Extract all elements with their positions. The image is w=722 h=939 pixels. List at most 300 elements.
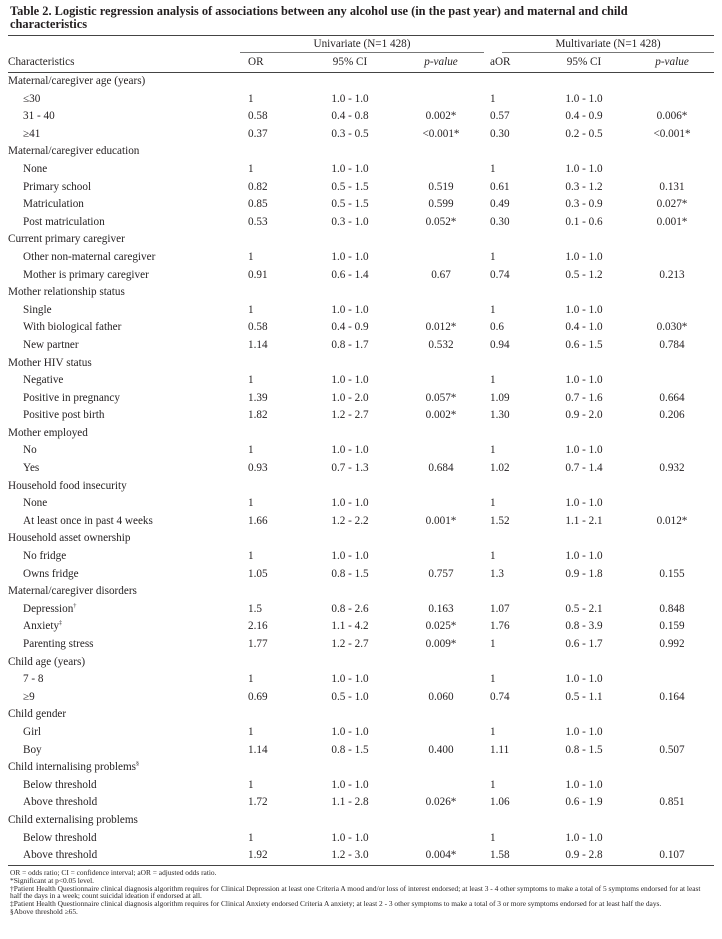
row-label: With biological father xyxy=(23,321,122,334)
table-row xyxy=(8,794,714,812)
cell-ci-multivariate: 1.0 - 1.0 xyxy=(565,725,603,738)
cell-p-univariate: 0.025* xyxy=(425,620,457,633)
cell-aor: 1 xyxy=(490,444,496,457)
row-label: Boy xyxy=(23,743,42,756)
table-row xyxy=(8,390,714,408)
cell-ci-univariate: 0.3 - 0.5 xyxy=(331,127,369,140)
cell-p-multivariate: 0.851 xyxy=(659,796,685,809)
group-header-row xyxy=(8,284,714,302)
cell-ci-univariate: 1.0 - 1.0 xyxy=(331,162,369,175)
cell-p-multivariate: 0.164 xyxy=(659,690,685,703)
cell-aor: 0.74 xyxy=(490,690,510,703)
cell-ci-univariate: 1.0 - 1.0 xyxy=(331,92,369,105)
group-label: Mother employed xyxy=(8,426,88,439)
cell-p-multivariate xyxy=(630,249,714,267)
cell-aor: 0.30 xyxy=(490,215,510,228)
col-or: OR xyxy=(240,53,302,73)
cell-aor: 1 xyxy=(490,673,496,686)
table-row xyxy=(8,636,714,654)
cell-p-multivariate: 0.107 xyxy=(630,847,714,865)
col-ci-univariate: 95% CI xyxy=(302,53,398,73)
cell-aor: 1 xyxy=(490,374,496,387)
cell-aor: 1 xyxy=(490,250,496,263)
cell-or: 1.77 xyxy=(248,638,268,650)
cell-or: 0.69 xyxy=(248,690,268,703)
regression-table xyxy=(8,35,714,866)
row-label: Anxiety‡ xyxy=(23,620,63,633)
cell-ci-univariate: 1.1 - 2.8 xyxy=(331,796,369,809)
cell-ci-multivariate: 0.3 - 0.9 xyxy=(565,198,603,211)
cell-ci-univariate: 1.0 - 1.0 xyxy=(331,250,369,263)
table-row xyxy=(8,196,714,214)
row-label: Positive in pregnancy xyxy=(23,391,120,404)
cell-aor: 1 xyxy=(490,162,496,175)
cell-aor: 0.6 xyxy=(490,321,504,334)
cell-p-univariate xyxy=(398,372,484,390)
footnote-line: †Patient Health Questionnaire clinical diagnosis algorithm requires for Clinical Depression at least one Criteria A mood and/or loss of interest endorsed; at least 3 - 4 other symptoms to make a total of 5 symptoms endorsed for at least half the days in a week; count suicidal ideation if endorsed at all. xyxy=(10,883,701,901)
cell-p-univariate: 0.001* xyxy=(425,514,457,527)
group-header-row xyxy=(8,530,714,548)
group-label: Child gender xyxy=(8,708,67,721)
col-characteristics: Characteristics xyxy=(8,53,240,73)
table-row xyxy=(8,566,714,584)
group-label: Child internalising problems§ xyxy=(8,761,140,774)
univariate-header: Univariate (N=1 428) xyxy=(240,36,484,54)
cell-p-univariate: 0.009* xyxy=(425,638,457,650)
cell-p-univariate xyxy=(398,548,484,566)
cell-ci-univariate: 0.8 - 2.6 xyxy=(331,602,369,615)
cell-or: 1 xyxy=(248,497,254,510)
cell-ci-univariate: 0.4 - 0.9 xyxy=(331,321,369,334)
row-label: 31 - 40 xyxy=(23,110,55,123)
cell-ci-multivariate: 1.0 - 1.0 xyxy=(565,92,603,105)
cell-ci-univariate: 1.0 - 1.0 xyxy=(331,444,369,457)
cell-p-multivariate: 0.213 xyxy=(659,268,685,281)
cell-p-multivariate xyxy=(630,91,714,109)
cell-ci-multivariate: 1.1 - 2.1 xyxy=(565,514,603,527)
cell-aor: 1 xyxy=(490,638,496,650)
group-label: Maternal/caregiver disorders xyxy=(8,585,137,598)
cell-aor: 1.02 xyxy=(490,462,510,475)
row-label: Parenting stress xyxy=(23,638,94,650)
cell-ci-multivariate: 0.9 - 1.8 xyxy=(565,567,603,580)
cell-or: 1 xyxy=(248,550,254,563)
cell-or: 1.39 xyxy=(248,391,268,404)
cell-p-univariate xyxy=(398,442,484,460)
cell-or: 0.91 xyxy=(248,268,268,281)
table-row xyxy=(8,618,714,636)
cell-aor: 1.76 xyxy=(490,620,510,633)
cell-ci-multivariate: 0.3 - 1.2 xyxy=(565,180,603,193)
cell-p-univariate xyxy=(398,302,484,320)
cell-or: 0.58 xyxy=(248,110,268,123)
cell-p-univariate: 0.757 xyxy=(428,567,454,580)
cell-aor: 1 xyxy=(490,303,496,316)
cell-ci-univariate: 0.8 - 1.5 xyxy=(331,743,369,756)
cell-or: 1 xyxy=(248,725,254,738)
header-group-row xyxy=(8,36,714,54)
row-label: Above threshold xyxy=(23,796,98,809)
col-ci-multivariate: 95% CI xyxy=(538,53,630,73)
table-row xyxy=(8,214,714,232)
row-label: None xyxy=(23,162,48,175)
group-label: Maternal/caregiver age (years) xyxy=(8,75,146,87)
cell-p-multivariate: 0.012* xyxy=(656,514,688,527)
row-label: New partner xyxy=(23,338,79,351)
cell-aor: 0.30 xyxy=(490,127,510,140)
table-row xyxy=(8,337,714,355)
table-row xyxy=(8,548,714,566)
table-row xyxy=(8,742,714,760)
cell-p-univariate: 0.004* xyxy=(398,847,484,865)
row-label: Negative xyxy=(23,374,64,387)
row-label: Positive post birth xyxy=(23,409,105,422)
cell-aor: 1 xyxy=(490,778,496,791)
table-row xyxy=(8,267,714,285)
cell-p-multivariate: 0.992 xyxy=(659,638,685,650)
cell-aor: 0.61 xyxy=(490,180,510,193)
table-row xyxy=(8,442,714,460)
cell-p-univariate xyxy=(398,671,484,689)
cell-p-multivariate: 0.507 xyxy=(659,743,685,756)
cell-ci-univariate: 1.1 - 4.2 xyxy=(331,620,369,633)
table-row xyxy=(8,161,714,179)
group-header-row xyxy=(8,759,714,777)
cell-ci-multivariate: 0.8 - 1.5 xyxy=(565,743,603,756)
cell-or: 0.53 xyxy=(248,215,268,228)
cell-ci-univariate: 1.0 - 2.0 xyxy=(331,391,369,404)
cell-ci-multivariate: 0.4 - 0.9 xyxy=(565,110,603,123)
cell-ci-univariate: 1.0 - 1.0 xyxy=(331,673,369,686)
group-header-row xyxy=(8,425,714,443)
row-label: Single xyxy=(23,303,52,316)
cell-aor: 0.49 xyxy=(490,198,510,211)
cell-ci-multivariate: 0.6 - 1.7 xyxy=(565,638,603,650)
cell-p-multivariate: 0.155 xyxy=(659,567,685,580)
row-label: 7 - 8 xyxy=(23,673,44,686)
cell-aor: 1 xyxy=(490,831,496,844)
table-row xyxy=(8,179,714,197)
footnote-line: §Above threshold ≥65. xyxy=(10,907,78,917)
row-label: Mother is primary caregiver xyxy=(23,268,149,281)
cell-ci-multivariate: 0.5 - 1.2 xyxy=(565,268,603,281)
row-label: No fridge xyxy=(23,550,67,563)
cell-ci-multivariate: 0.6 - 1.5 xyxy=(565,338,603,351)
cell-ci-univariate: 1.2 - 2.2 xyxy=(331,514,369,527)
group-label: Household food insecurity xyxy=(8,479,127,492)
cell-aor: 1.52 xyxy=(490,514,510,527)
row-label: At least once in past 4 weeks xyxy=(23,514,153,527)
cell-ci-multivariate: 0.9 - 2.0 xyxy=(565,409,603,422)
cell-or: 1 xyxy=(248,831,254,844)
footnotes xyxy=(8,869,710,916)
cell-p-univariate: <0.001* xyxy=(422,127,460,140)
table-row xyxy=(8,513,714,531)
cell-p-multivariate: 0.664 xyxy=(659,391,685,404)
table-row xyxy=(8,407,714,425)
cell-aor: 1 xyxy=(490,497,496,510)
cell-ci-univariate: 1.0 - 1.0 xyxy=(331,778,369,791)
cell-p-multivariate: 0.027* xyxy=(656,198,688,211)
group-label: Household asset ownership xyxy=(8,532,131,545)
cell-ci-multivariate: 0.2 - 0.5 xyxy=(565,127,603,140)
cell-or: 1.05 xyxy=(248,567,268,580)
table-row xyxy=(8,847,714,865)
cell-p-multivariate: 0.006* xyxy=(656,110,688,123)
cell-aor: 0.94 xyxy=(490,338,510,351)
cell-p-multivariate xyxy=(630,372,714,390)
cell-p-multivariate xyxy=(630,830,714,848)
cell-aor: 1.3 xyxy=(490,567,504,580)
cell-or: 1 xyxy=(248,92,254,105)
cell-p-multivariate: 0.206 xyxy=(659,409,685,422)
col-aor: aOR xyxy=(484,53,538,73)
cell-ci-multivariate: 1.0 - 1.0 xyxy=(565,444,603,457)
cell-ci-univariate: 0.8 - 1.5 xyxy=(331,567,369,580)
cell-p-multivariate xyxy=(630,495,714,513)
cell-p-multivariate: <0.001* xyxy=(653,127,691,140)
row-label: Yes xyxy=(23,462,40,475)
table-row xyxy=(8,126,714,144)
group-header-row xyxy=(8,706,714,724)
group-header-row xyxy=(8,143,714,161)
cell-or: 0.58 xyxy=(248,321,268,334)
cell-ci-univariate: 0.5 - 1.5 xyxy=(331,180,369,193)
cell-p-multivariate: 0.030* xyxy=(656,321,688,334)
cell-ci-univariate: 0.4 - 0.8 xyxy=(331,110,369,123)
footnote-line: ‡Patient Health Questionnaire clinical diagnosis algorithm requires for Clinical Anxiety endorsed Criteria A anxiety; at least 2 - 3 other symptoms to make a total of 3 or more symptoms endorsed for at least half the days. xyxy=(10,899,662,909)
group-header-row xyxy=(8,231,714,249)
cell-or: 1 xyxy=(248,374,254,387)
cell-p-univariate: 0.002* xyxy=(425,409,457,422)
cell-aor: 0.57 xyxy=(490,110,510,123)
cell-ci-univariate: 1.0 - 1.0 xyxy=(331,550,369,563)
footnote-marker: § xyxy=(136,761,140,768)
multivariate-header: Multivariate (N=1 428) xyxy=(484,36,714,54)
cell-ci-univariate: 1.0 - 1.0 xyxy=(331,725,369,738)
cell-p-univariate xyxy=(398,724,484,742)
cell-or: 1 xyxy=(248,162,254,175)
cell-or: 1 xyxy=(248,250,254,263)
cell-p-univariate: 0.163 xyxy=(428,602,454,615)
group-label: Mother relationship status xyxy=(8,286,125,299)
cell-p-univariate: 0.060 xyxy=(428,690,454,703)
cell-p-univariate: 0.002* xyxy=(425,110,457,123)
cell-ci-multivariate: 1.0 - 1.0 xyxy=(565,831,603,844)
table-title: Table 2. Logistic regression analysis of associations between any alcohol use (in the past year) and maternal and child characteristics xyxy=(10,4,628,31)
table-row xyxy=(8,372,714,390)
cell-or: 1.72 xyxy=(248,796,268,809)
cell-ci-multivariate: 0.1 - 0.6 xyxy=(565,215,603,228)
cell-aor: 1.09 xyxy=(490,391,510,404)
cell-aor: 0.74 xyxy=(490,268,510,281)
row-label: ≥9 xyxy=(23,690,35,703)
cell-ci-multivariate: 1.0 - 1.0 xyxy=(565,673,603,686)
table-row xyxy=(8,108,714,126)
cell-or: 1.14 xyxy=(248,743,268,756)
cell-or: 1.92 xyxy=(240,847,302,865)
table-row xyxy=(8,671,714,689)
cell-ci-multivariate: 0.7 - 1.4 xyxy=(565,462,603,475)
cell-p-multivariate xyxy=(630,777,714,795)
row-label: Owns fridge xyxy=(23,567,79,580)
row-label: Post matriculation xyxy=(23,215,105,228)
table-row xyxy=(8,689,714,707)
table-row xyxy=(8,777,714,795)
group-header-row xyxy=(8,583,714,601)
cell-or: 1 xyxy=(248,444,254,457)
cell-p-univariate xyxy=(398,249,484,267)
cell-p-multivariate xyxy=(630,442,714,460)
col-p-multivariate: p-value xyxy=(630,53,714,73)
cell-ci-multivariate: 0.8 - 3.9 xyxy=(565,620,603,633)
cell-or: 1.5 xyxy=(248,602,262,615)
cell-aor: 1.06 xyxy=(490,796,510,809)
cell-ci-multivariate: 1.0 - 1.0 xyxy=(565,374,603,387)
col-p-univariate: p-value xyxy=(398,53,484,73)
row-label: ≥41 xyxy=(23,127,41,140)
footnote-marker: ‡ xyxy=(59,620,63,627)
cell-p-multivariate: 0.932 xyxy=(659,462,685,475)
cell-ci-univariate: 0.8 - 1.7 xyxy=(331,338,369,351)
row-label: Matriculation xyxy=(23,198,84,211)
cell-ci-univariate: 1.0 - 1.0 xyxy=(331,831,369,844)
table-row xyxy=(8,91,714,109)
cell-p-univariate: 0.012* xyxy=(425,321,457,334)
cell-p-multivariate: 0.159 xyxy=(659,620,685,633)
cell-ci-univariate: 0.5 - 1.0 xyxy=(331,690,369,703)
cell-p-multivariate xyxy=(630,161,714,179)
cell-or: 1.14 xyxy=(248,338,268,351)
table-row xyxy=(8,495,714,513)
cell-p-multivariate xyxy=(630,671,714,689)
row-label: Below threshold xyxy=(23,778,97,791)
cell-p-univariate xyxy=(398,91,484,109)
cell-ci-univariate: 1.0 - 1.0 xyxy=(331,497,369,510)
table-row xyxy=(8,830,714,848)
cell-aor: 1.58 xyxy=(484,847,538,865)
row-label: Primary school xyxy=(23,180,92,193)
group-label: Current primary caregiver xyxy=(8,233,125,246)
row-label: None xyxy=(23,497,48,510)
row-label: No xyxy=(23,444,37,457)
cell-p-univariate: 0.519 xyxy=(428,180,454,193)
cell-ci-multivariate: 1.0 - 1.0 xyxy=(565,778,603,791)
table-body xyxy=(8,73,714,866)
cell-ci-univariate: 0.6 - 1.4 xyxy=(331,268,369,281)
cell-p-multivariate xyxy=(630,302,714,320)
footnote-marker: † xyxy=(73,603,77,610)
group-header-row xyxy=(8,478,714,496)
cell-aor: 1 xyxy=(490,725,496,738)
row-label: Other non-maternal caregiver xyxy=(23,250,156,263)
cell-ci-multivariate: 0.4 - 1.0 xyxy=(565,321,603,334)
cell-ci-univariate: 0.3 - 1.0 xyxy=(331,215,369,228)
row-label: Below threshold xyxy=(23,831,97,844)
cell-p-multivariate xyxy=(630,724,714,742)
cell-p-univariate xyxy=(398,495,484,513)
cell-ci-multivariate: 0.9 - 2.8 xyxy=(538,847,630,865)
cell-p-univariate xyxy=(398,830,484,848)
cell-or: 0.37 xyxy=(248,127,268,140)
cell-or: 1 xyxy=(248,673,254,686)
group-header-row xyxy=(8,654,714,672)
cell-aor: 1 xyxy=(490,550,496,563)
cell-p-univariate: 0.67 xyxy=(431,268,451,281)
cell-ci-multivariate: 0.6 - 1.9 xyxy=(565,796,603,809)
header-columns-row xyxy=(8,53,714,73)
cell-ci-multivariate: 0.7 - 1.6 xyxy=(565,391,603,404)
cell-aor: 1.30 xyxy=(490,409,510,422)
cell-ci-multivariate: 0.5 - 1.1 xyxy=(565,690,603,703)
cell-p-univariate: 0.026* xyxy=(425,796,457,809)
table-row xyxy=(8,724,714,742)
cell-p-univariate: 0.400 xyxy=(428,743,454,756)
cell-aor: 1 xyxy=(490,92,496,105)
cell-p-multivariate: 0.131 xyxy=(659,180,685,193)
cell-or: 1.66 xyxy=(248,514,268,527)
group-label: Maternal/caregiver education xyxy=(8,145,140,158)
cell-p-multivariate: 0.001* xyxy=(656,215,688,228)
cell-p-multivariate: 0.784 xyxy=(659,338,685,351)
cell-p-univariate: 0.532 xyxy=(428,338,454,351)
cell-ci-multivariate: 1.0 - 1.0 xyxy=(565,497,603,510)
row-label: Depression† xyxy=(23,602,77,615)
row-label: Girl xyxy=(23,725,42,738)
group-header-row xyxy=(8,355,714,373)
group-label: Child externalising problems xyxy=(8,813,138,826)
table-row xyxy=(8,302,714,320)
cell-ci-multivariate: 1.0 - 1.0 xyxy=(565,303,603,316)
group-label: Mother HIV status xyxy=(8,356,92,369)
cell-p-univariate xyxy=(398,777,484,795)
cell-p-univariate: 0.599 xyxy=(428,198,454,211)
row-label: Above threshold xyxy=(8,847,240,865)
footnote-line: OR = odds ratio; CI = confidence interval; aOR = adjusted odds ratio. xyxy=(10,867,217,877)
cell-ci-univariate: 1.0 - 1.0 xyxy=(331,374,369,387)
cell-ci-multivariate: 1.0 - 1.0 xyxy=(565,250,603,263)
cell-or: 0.82 xyxy=(248,180,268,193)
cell-ci-multivariate: 1.0 - 1.0 xyxy=(565,162,603,175)
cell-p-univariate: 0.052* xyxy=(425,215,457,228)
cell-ci-multivariate: 1.0 - 1.0 xyxy=(565,550,603,563)
group-header-row xyxy=(8,73,714,91)
cell-p-multivariate: 0.848 xyxy=(659,602,685,615)
cell-ci-univariate: 1.2 - 2.7 xyxy=(331,409,369,422)
cell-or: 2.16 xyxy=(248,620,268,633)
cell-ci-univariate: 0.5 - 1.5 xyxy=(331,198,369,211)
cell-or: 0.85 xyxy=(248,198,268,211)
cell-p-univariate xyxy=(398,161,484,179)
cell-p-univariate: 0.057* xyxy=(425,391,457,404)
cell-aor: 1.11 xyxy=(490,743,510,756)
footnote-line: *Significant at p<0.05 level. xyxy=(10,875,95,885)
group-header-row xyxy=(8,812,714,830)
cell-or: 1 xyxy=(248,303,254,316)
group-label: Child age (years) xyxy=(8,655,86,668)
row-label: ≤30 xyxy=(23,92,41,105)
cell-or: 0.93 xyxy=(248,462,268,475)
cell-aor: 1.07 xyxy=(490,602,510,615)
table-row xyxy=(8,601,714,619)
table-row xyxy=(8,460,714,478)
table-row xyxy=(8,249,714,267)
cell-p-multivariate xyxy=(630,548,714,566)
table-row xyxy=(8,319,714,337)
cell-ci-univariate: 1.2 - 2.7 xyxy=(331,638,369,650)
cell-ci-univariate: 0.7 - 1.3 xyxy=(331,462,369,475)
cell-or: 1 xyxy=(248,778,254,791)
